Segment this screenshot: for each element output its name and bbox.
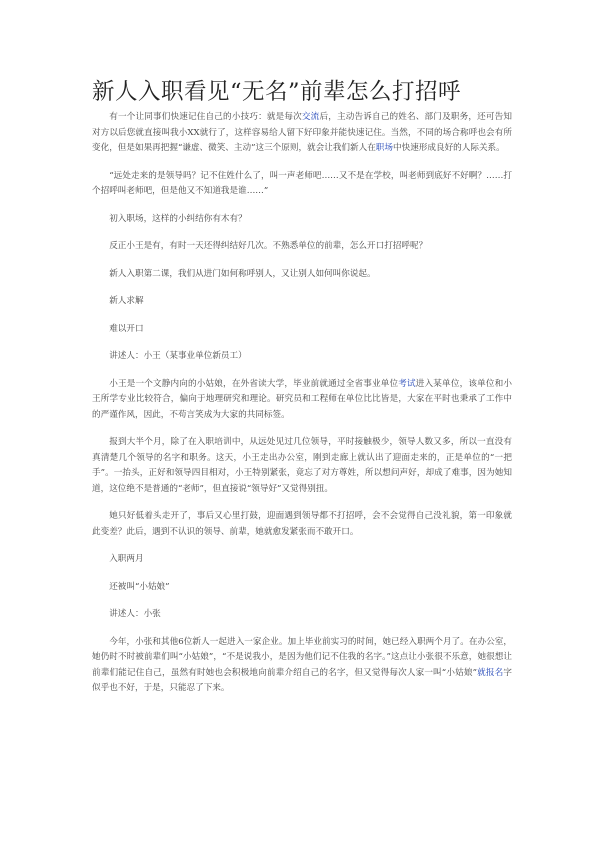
- section-heading-newcomer: 新人求解: [109, 296, 144, 306]
- paragraph-xiaowang-intro: 反正小王是有，有时一天还得纠结好几次。不熟悉单位的前辈，怎么开口打招呼呢？: [109, 241, 428, 251]
- link-zhichang[interactable]: 职场: [375, 143, 393, 153]
- text-segment: 今年，小张和其他6位新人一起进入一家企业。加上毕业前实习的时间，她已经入职两个月了。在办公室，她仍时不时被前辈们叫“小姑娘”，“不是说我小，是因为他们记不住我的名字。”这点让小张很不乐意，她很想让前辈们能记住自己，虽然有时她也会积极地向前辈介绍自己的名字，但又觉得每次人家一叫“小姑娘”: [92, 636, 512, 678]
- paragraph-quote: “远处走来的是领导吗？记不住姓什么了，叫一声老师吧……又不是在学校，叫老师到底好不好啊？……打个招呼叫老师吧，但是他又不知道我是谁……”: [92, 170, 512, 196]
- narrator-xiaozhang: 讲述人：小张: [109, 609, 161, 619]
- section-subheading-little-girl: 还被叫“小姑娘”: [109, 581, 170, 592]
- paragraph-lesson: 新人入职第二课，我们从进门如何称呼别人，又让别人如何叫你说起。: [109, 268, 376, 279]
- paragraph-xiaowang-story: [92, 377, 512, 424]
- text-segment: 进入某单位，该单位和小王所学专业比较符合，偏向于地理研究和理论。研究员和工程师在单位比比皆是，大家在平时也秉承了工作中的严谨作风，因此，不苟言笑成为大家的共同标签。: [92, 378, 512, 420]
- link-jiaoliu[interactable]: 交流: [301, 112, 320, 122]
- text-segment: 小王是一个文静内向的小姑娘，在外省读大学，毕业前就通过全省事业单位: [109, 378, 399, 389]
- text-segment: 后，主动告诉自己的姓名、部门及职务，还可告知对方以后您就直接叫我小XX就行了，这样容易给人留下好印象并能快速记住。当然，不同的场合称呼也会有所变化，但是如果再把握“谦虚、微笑、主动”这三个原则，就会让我们新人在: [92, 112, 512, 153]
- paragraph-xiaowang-encounter: 报到大半个月，除了在入职培训中，从远处见过几位领导，平时接触极少，领导人数又多，所以一直没有真清楚几个领导的名字和职务。这天，小王走出办公室，刚到走廊上就认出了迎面走来的，正是单位的“一把手”。一抬头，正好和领导四目相对，小王特别紧张，竟忘了对方尊姓，所以想问声好，却成了难事，因为她知道，这位绝不是普通的“老师”，但直接说“领导好”又觉得别扭。: [92, 437, 512, 494]
- narrator-xiaowang: 讲述人：小王（某事业单位新员工）: [109, 351, 247, 361]
- paragraph-xiaozhang-story: [92, 635, 512, 697]
- article-title: 新人入职看见“无名”前辈怎么打招呼: [92, 79, 462, 105]
- text-segment: 中快速形成良好的人际关系。: [393, 143, 505, 153]
- section-subheading-hard-to-speak: 难以开口: [109, 323, 144, 334]
- section-heading-two-months: 入职两月: [109, 554, 144, 564]
- link-baoming[interactable]: 就报名: [476, 667, 504, 678]
- link-kaoshi[interactable]: 考试: [398, 378, 416, 389]
- paragraph-xiaowang-aftermath: 她只好低着头走开了，事后又心里打鼓，迎面遇到领导都不打招呼，会不会觉得自己没礼貌，第一印象就此变差？此后，遇到不认识的领导、前辈，她就愈发紧张而不敢开口。: [92, 511, 512, 537]
- paragraph-question: 初入职场，这样的小纠结你有木有？: [109, 213, 247, 224]
- text-segment: 有一个让同事们快速记住自己的小技巧：就是每次: [109, 112, 302, 122]
- paragraph-intro: [92, 110, 512, 157]
- text-segment: 字似乎也不好，于是，只能忍了下来。: [92, 667, 512, 693]
